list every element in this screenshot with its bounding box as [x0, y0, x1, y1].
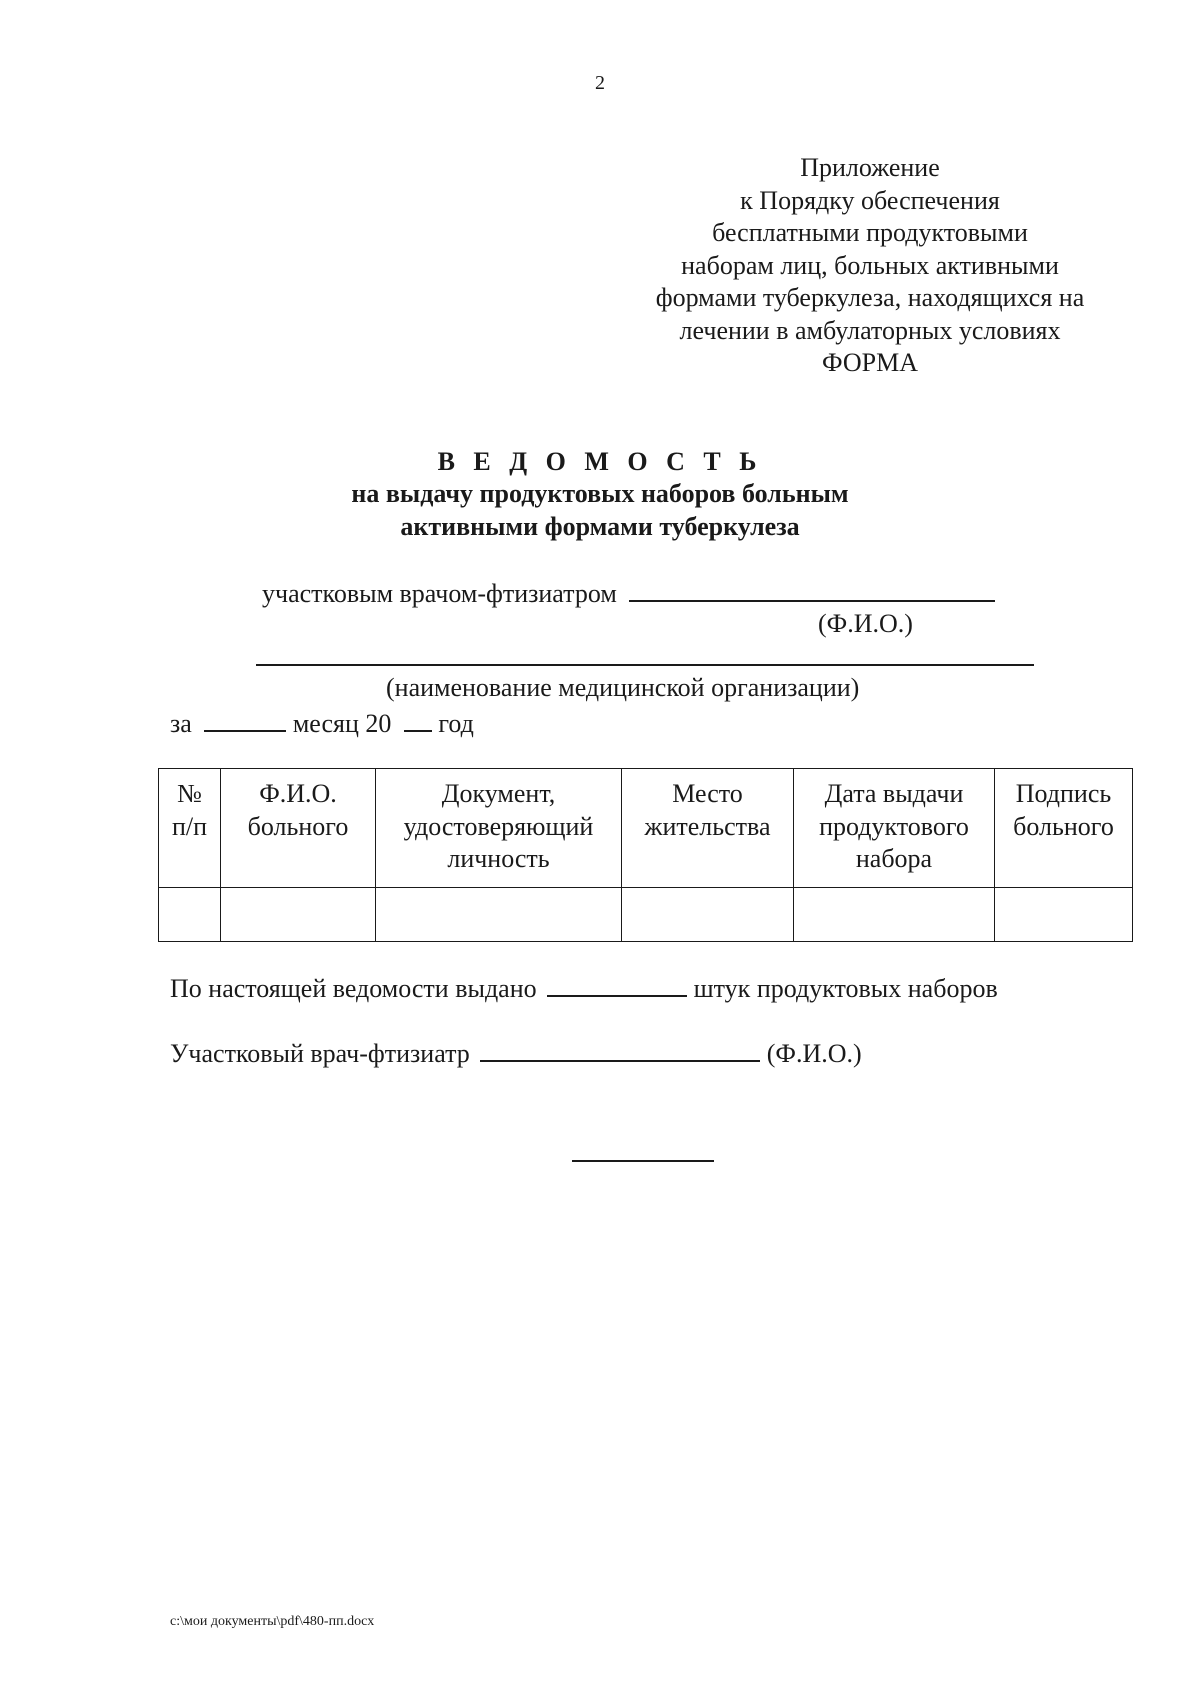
- col-header-issue-date: [794, 769, 995, 888]
- document-subtitle-line-1: на выдачу продуктовых наборов больным: [351, 479, 849, 508]
- appendix-line: лечении в амбулаторных условиях: [679, 315, 1061, 345]
- col-header-patient-name: [221, 769, 376, 888]
- doctor-fio-caption: (Ф.И.О.): [818, 609, 913, 638]
- table-cell[interactable]: [622, 888, 794, 942]
- table-cell[interactable]: [376, 888, 622, 942]
- col-header-text: удостоверяющий: [403, 811, 594, 841]
- table-header-row: [159, 769, 1133, 888]
- doctor-label: участковым врачом-фтизиатром: [262, 579, 617, 608]
- signature-name-field[interactable]: [480, 1036, 760, 1062]
- organization-name-field[interactable]: [256, 664, 1034, 666]
- col-header-text: Подпись: [1015, 779, 1112, 808]
- col-header-text: набора: [855, 844, 933, 873]
- year-field[interactable]: [404, 706, 432, 732]
- page-number: 2: [595, 72, 605, 94]
- appendix-line: формами туберкулеза, находящихся на: [655, 283, 1085, 312]
- appendix-line: бесплатными продуктовыми: [712, 218, 1028, 247]
- document-title: В Е Д О М О С Т Ь: [437, 447, 763, 476]
- end-divider: [572, 1160, 714, 1162]
- col-header-text: п/п: [171, 811, 208, 841]
- table-cell[interactable]: [794, 888, 995, 942]
- appendix-block: [610, 152, 1130, 380]
- issuance-table: [158, 768, 1133, 942]
- col-header-text: больного: [247, 811, 349, 841]
- col-header-text: Ф.И.О.: [259, 779, 337, 808]
- col-header-text: Место: [672, 779, 743, 808]
- signature-caption: (Ф.И.О.): [766, 1039, 862, 1068]
- issued-suffix: штук продуктовых наборов: [693, 974, 998, 1003]
- form-label: ФОРМА: [822, 348, 918, 377]
- col-header-text: жительства: [644, 811, 771, 841]
- col-header-residence: [622, 769, 794, 888]
- doctor-name-field[interactable]: [629, 576, 995, 602]
- table-cell[interactable]: [159, 888, 221, 942]
- period-prefix: за: [170, 709, 192, 738]
- col-header-text: продуктового: [819, 811, 969, 841]
- period-line: [170, 706, 474, 740]
- table-cell[interactable]: [995, 888, 1133, 942]
- signature-line: [170, 1036, 862, 1070]
- appendix-line: к Порядку обеспечения: [740, 185, 1000, 215]
- col-header-text: Документ,: [441, 779, 556, 808]
- issued-count-field[interactable]: [547, 971, 687, 997]
- table-cell[interactable]: [221, 888, 376, 942]
- footer-file-path: c:\мои документы\pdf\480-пп.docx: [170, 1614, 375, 1629]
- period-month-label: месяц 20: [292, 709, 392, 738]
- doctor-line: [262, 576, 995, 610]
- col-header-text: больного: [1013, 811, 1114, 841]
- issued-prefix: По настоящей ведомости выдано: [170, 974, 537, 1003]
- col-header-text: личность: [447, 844, 550, 873]
- col-header-text: Дата выдачи: [824, 779, 964, 808]
- month-field[interactable]: [204, 706, 286, 732]
- appendix-line: наборам лиц, больных активными: [681, 250, 1059, 280]
- col-header-identity-document: [376, 769, 622, 888]
- col-header-number: [159, 769, 221, 888]
- document-subtitle-line-2: активными формами туберкулеза: [400, 512, 800, 541]
- organization-caption: (наименование медицинской организации): [386, 673, 860, 702]
- appendix-line: Приложение: [800, 153, 940, 182]
- issued-count-line: [170, 971, 998, 1005]
- signature-label: Участковый врач-фтизиатр: [170, 1039, 470, 1068]
- period-year-label: год: [438, 709, 474, 738]
- col-header-text: №: [177, 779, 202, 808]
- table-row: [159, 888, 1133, 942]
- col-header-signature: [995, 769, 1133, 888]
